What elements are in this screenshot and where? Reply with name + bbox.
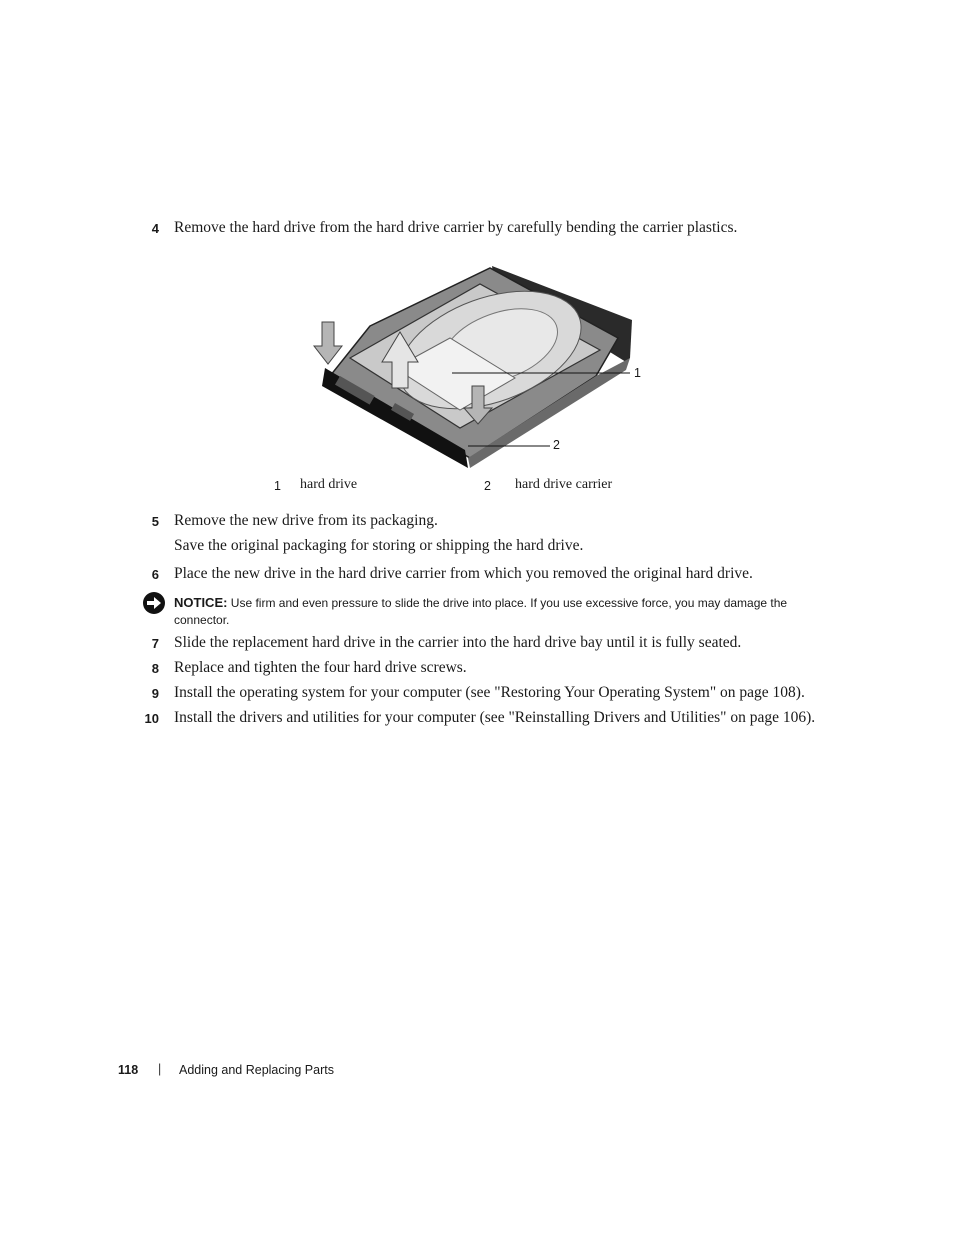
callout-2: 2 xyxy=(553,438,560,452)
notice-text-block xyxy=(174,594,799,629)
step-number-9: 9 xyxy=(151,686,159,701)
caption-label-2: hard drive carrier xyxy=(515,477,613,492)
callout-1: 1 xyxy=(634,366,641,380)
step-number-6: 6 xyxy=(151,567,159,582)
hard-drive-carrier-illustration xyxy=(300,258,660,468)
step-number-8: 8 xyxy=(151,661,159,676)
notice-icon xyxy=(142,591,166,615)
caption-number-2: 2 xyxy=(484,479,491,493)
step-number-7: 7 xyxy=(151,636,159,651)
footer-section-title: Adding and Replacing Parts xyxy=(179,1063,334,1077)
step-text-10: Install the drivers and utilities for your computer (see "Reinstalling Drivers and Utilities" on page 106). xyxy=(174,709,816,726)
step-text-7: Slide the replacement hard drive in the carrier into the hard drive bay until it is fully seated. xyxy=(174,634,742,651)
step-text-5: Remove the new drive from its packaging. xyxy=(174,512,438,529)
step-text-8: Replace and tighten the four hard drive screws. xyxy=(174,659,467,676)
notice-label: NOTICE: xyxy=(174,595,228,610)
page-number: 118 xyxy=(118,1063,139,1077)
step-5-note: Save the original packaging for storing or shipping the hard drive. xyxy=(174,537,584,554)
footer-separator: | xyxy=(158,1062,162,1076)
step-text-9: Install the operating system for your computer (see "Restoring Your Operating System" on page 108). xyxy=(174,684,805,701)
notice-text: Use firm and even pressure to slide the drive into place. If you use excessive force, you may damage the connector. xyxy=(174,596,788,627)
step-number-4: 4 xyxy=(151,221,159,236)
caption-label-1: hard drive xyxy=(300,477,358,492)
step-text-6: Place the new drive in the hard drive carrier from which you removed the original hard drive. xyxy=(174,565,753,582)
caption-number-1: 1 xyxy=(274,479,281,493)
step-number-5: 5 xyxy=(151,514,159,529)
step-number-10: 10 xyxy=(144,711,159,726)
step-text-4: Remove the hard drive from the hard drive carrier by carefully bending the carrier plastics. xyxy=(174,219,738,236)
